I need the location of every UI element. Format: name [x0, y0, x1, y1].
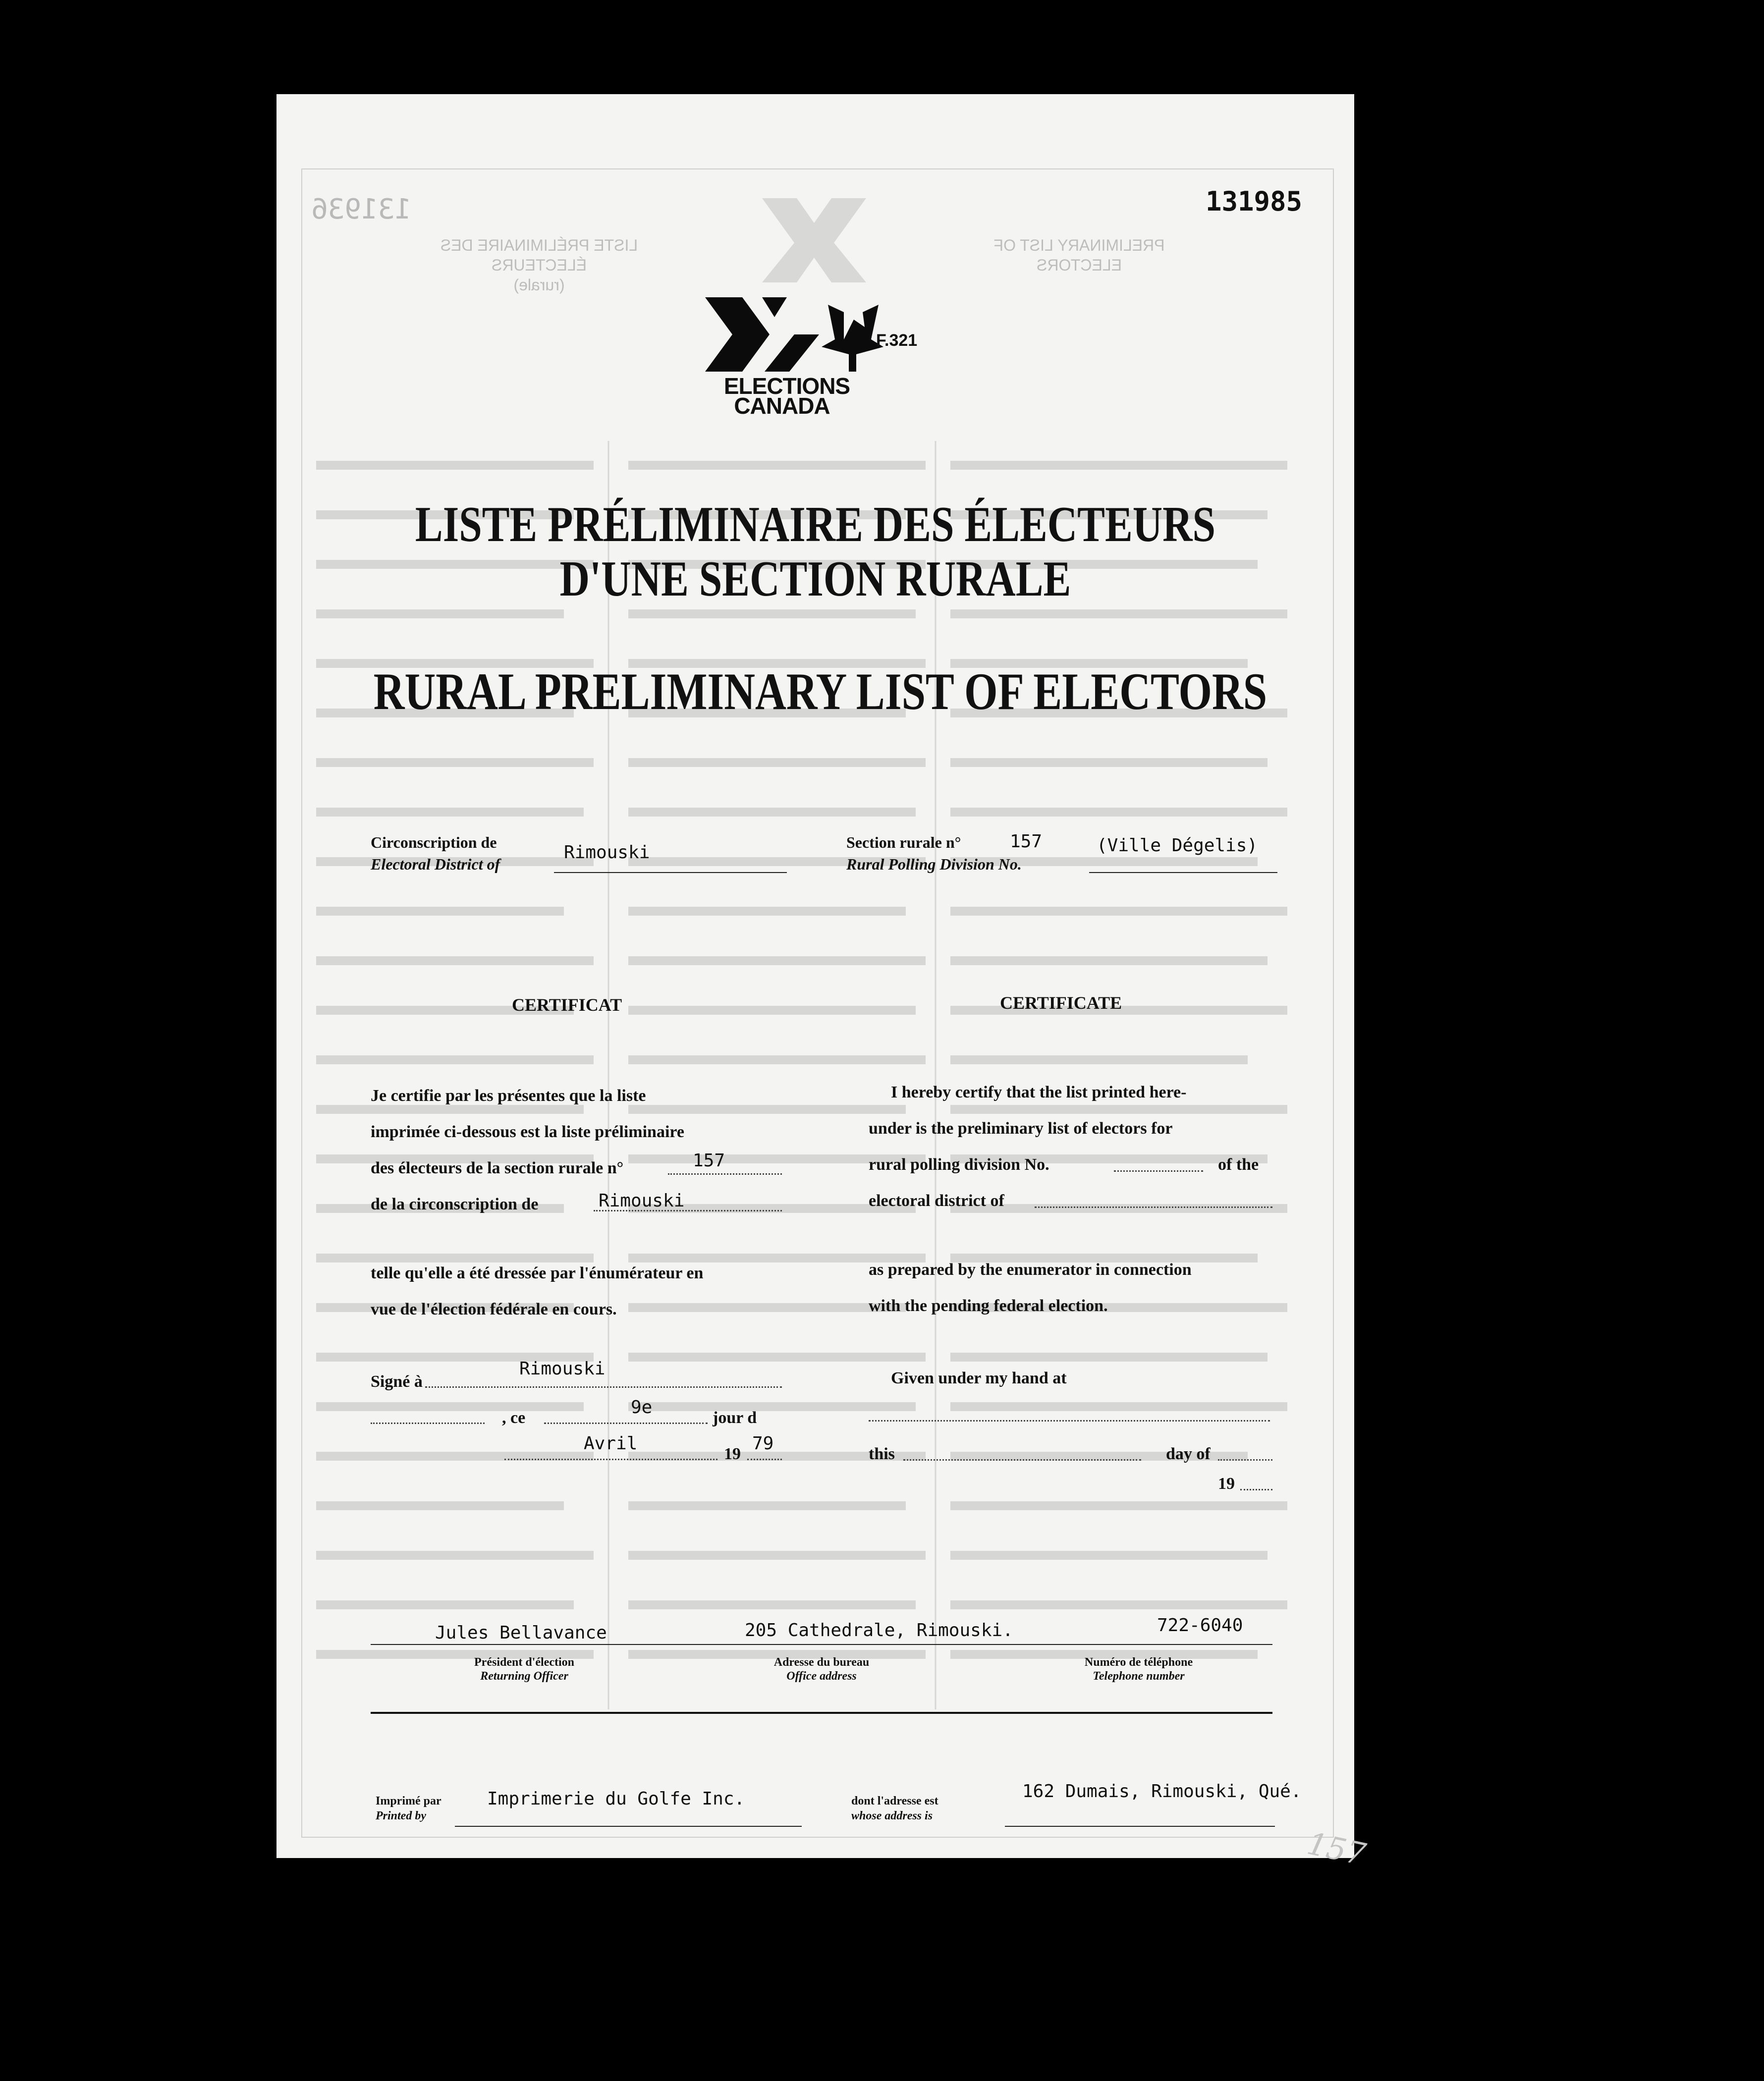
cert-fr-year-dots	[747, 1459, 782, 1460]
title-en: RURAL PRELIMINARY LIST OF ELECTORS	[373, 662, 1268, 720]
printer-label-fr: Imprimé par	[376, 1795, 441, 1807]
form-number: F.321	[876, 331, 918, 350]
cert-fr-year-value: 79	[752, 1433, 774, 1454]
bleed-serial: 131936	[311, 193, 412, 225]
printer-address-rule	[1005, 1826, 1275, 1827]
section-place: (Ville Dégelis)	[1097, 835, 1258, 856]
title-fr-line1: LISTE PRÉLIMINAIRE DES ÉLECTEURS	[415, 496, 1216, 552]
section-divider	[371, 1712, 1272, 1714]
printer-address-label-fr: dont l'adresse est	[851, 1795, 938, 1807]
officer-name: Jules Bellavance	[435, 1623, 607, 1643]
bleed-title-fr: LISTE PRÉLIMINAIRE DES ÉLECTEURS (rurale)	[440, 236, 638, 294]
district-value: Rimouski	[564, 842, 650, 863]
printer-rule	[455, 1826, 802, 1827]
cert-fr-year-prefix: 19	[724, 1445, 741, 1463]
cert-fr-line3: des électeurs de la section rurale n°	[371, 1159, 624, 1177]
printer-address: 162 Dumais, Rimouski, Qué.	[1022, 1781, 1302, 1802]
cert-en-division-dots	[1114, 1170, 1203, 1172]
officer-address-label-fr: Adresse du bureau	[773, 1656, 870, 1669]
cert-fr-section-dots	[668, 1173, 782, 1175]
document-page	[276, 94, 1369, 1873]
cert-en-line5: as prepared by the enumerator in connection	[869, 1260, 1192, 1279]
maple-x-icon	[705, 292, 883, 377]
cert-en-place-dots	[869, 1420, 1270, 1422]
cert-en-month-dots	[1218, 1459, 1272, 1461]
certificate-heading: CERTIFICATE	[1000, 993, 1122, 1013]
cert-fr-day-value: 9e	[631, 1397, 653, 1418]
officer-rule	[371, 1644, 1272, 1645]
officer-phone: 722-6040	[1157, 1615, 1243, 1636]
cert-fr-month-dots	[504, 1459, 717, 1460]
handwritten-scribble: 157	[1304, 1825, 1369, 1873]
section-label-fr: Section rurale n°	[846, 833, 961, 851]
officer-name-label-fr: Président d'élection	[474, 1656, 574, 1669]
cert-fr-line5: telle qu'elle a été dressée par l'énumérateur en	[371, 1264, 704, 1282]
district-label-fr: Circonscription de	[371, 833, 497, 851]
printer-label-en: Printed by	[376, 1809, 426, 1822]
section-number: 157	[1010, 831, 1043, 852]
officer-address-label-en: Office address	[786, 1670, 857, 1683]
certificat-heading: CERTIFICAT	[512, 995, 622, 1015]
officer-phone-label-en: Telephone number	[1093, 1670, 1185, 1683]
cert-en-line4: electoral district of	[869, 1192, 1004, 1210]
cert-fr-line4: de la circonscription de	[371, 1195, 539, 1213]
cert-fr-line2: imprimée ci-dessous est la liste préliminaire	[371, 1123, 684, 1141]
cert-en-year-prefix: 19	[1218, 1475, 1235, 1493]
title-fr-line2: D'UNE SECTION RURALE	[559, 551, 1071, 607]
officer-address: 205 Cathedrale, Rimouski.	[745, 1620, 1013, 1641]
officer-name-label-en: Returning Officer	[480, 1670, 568, 1683]
cert-fr-signed-dots	[425, 1386, 782, 1388]
district-rule	[554, 872, 787, 873]
printer-address-label-en: whose address is	[851, 1809, 933, 1822]
cert-en-this-label: this	[869, 1445, 895, 1463]
logo-text-elections: ELECTIONS	[723, 373, 850, 399]
cert-fr-signed-value: Rimouski	[519, 1359, 606, 1379]
cert-fr-place-dots	[371, 1423, 485, 1424]
bleed-title-en: PRELIMINARY LIST OF ELECTORS	[993, 236, 1165, 274]
cert-fr-day-dots	[544, 1423, 708, 1424]
cert-en-year-dots	[1240, 1489, 1272, 1490]
cert-en-line6: with the pending federal election.	[869, 1297, 1108, 1315]
cert-fr-line1: Je certifie par les présentes que la liste	[371, 1087, 646, 1105]
logo-text-canada: CANADA	[734, 393, 830, 419]
printer-name: Imprimerie du Golfe Inc.	[487, 1789, 745, 1809]
cert-en-line3a: rural polling division No.	[869, 1155, 1049, 1174]
cert-en-given-label: Given under my hand at	[891, 1369, 1067, 1387]
cert-en-line3b: of the	[1218, 1155, 1259, 1174]
cert-fr-district-value: Rimouski	[599, 1191, 685, 1211]
section-rule	[1089, 872, 1277, 873]
serial-number: 131985	[1206, 186, 1303, 217]
cert-fr-district-dots	[594, 1210, 782, 1211]
cert-en-dayof-label: day of	[1166, 1445, 1211, 1463]
officer-phone-label-fr: Numéro de téléphone	[1084, 1656, 1193, 1669]
cert-fr-month-value: Avril	[584, 1433, 638, 1454]
cert-en-line1: I hereby certify that the list printed here-	[891, 1083, 1187, 1101]
cert-fr-section-value: 157	[693, 1150, 725, 1171]
cert-en-district-dots	[1035, 1206, 1272, 1208]
cert-fr-line6: vue de l'élection fédérale en cours.	[371, 1300, 617, 1318]
section-label-en: Rural Polling Division No.	[846, 855, 1022, 873]
cert-fr-signed-label: Signé à	[371, 1372, 423, 1391]
cert-fr-ce-label: , ce	[502, 1409, 526, 1427]
cert-en-day-dots	[903, 1459, 1141, 1461]
elections-canada-logo	[705, 292, 883, 419]
cert-en-line2: under is the preliminary list of electors for	[869, 1119, 1173, 1138]
district-label-en: Electoral District of	[371, 855, 500, 873]
cert-fr-jour-label: jour d	[713, 1409, 757, 1427]
